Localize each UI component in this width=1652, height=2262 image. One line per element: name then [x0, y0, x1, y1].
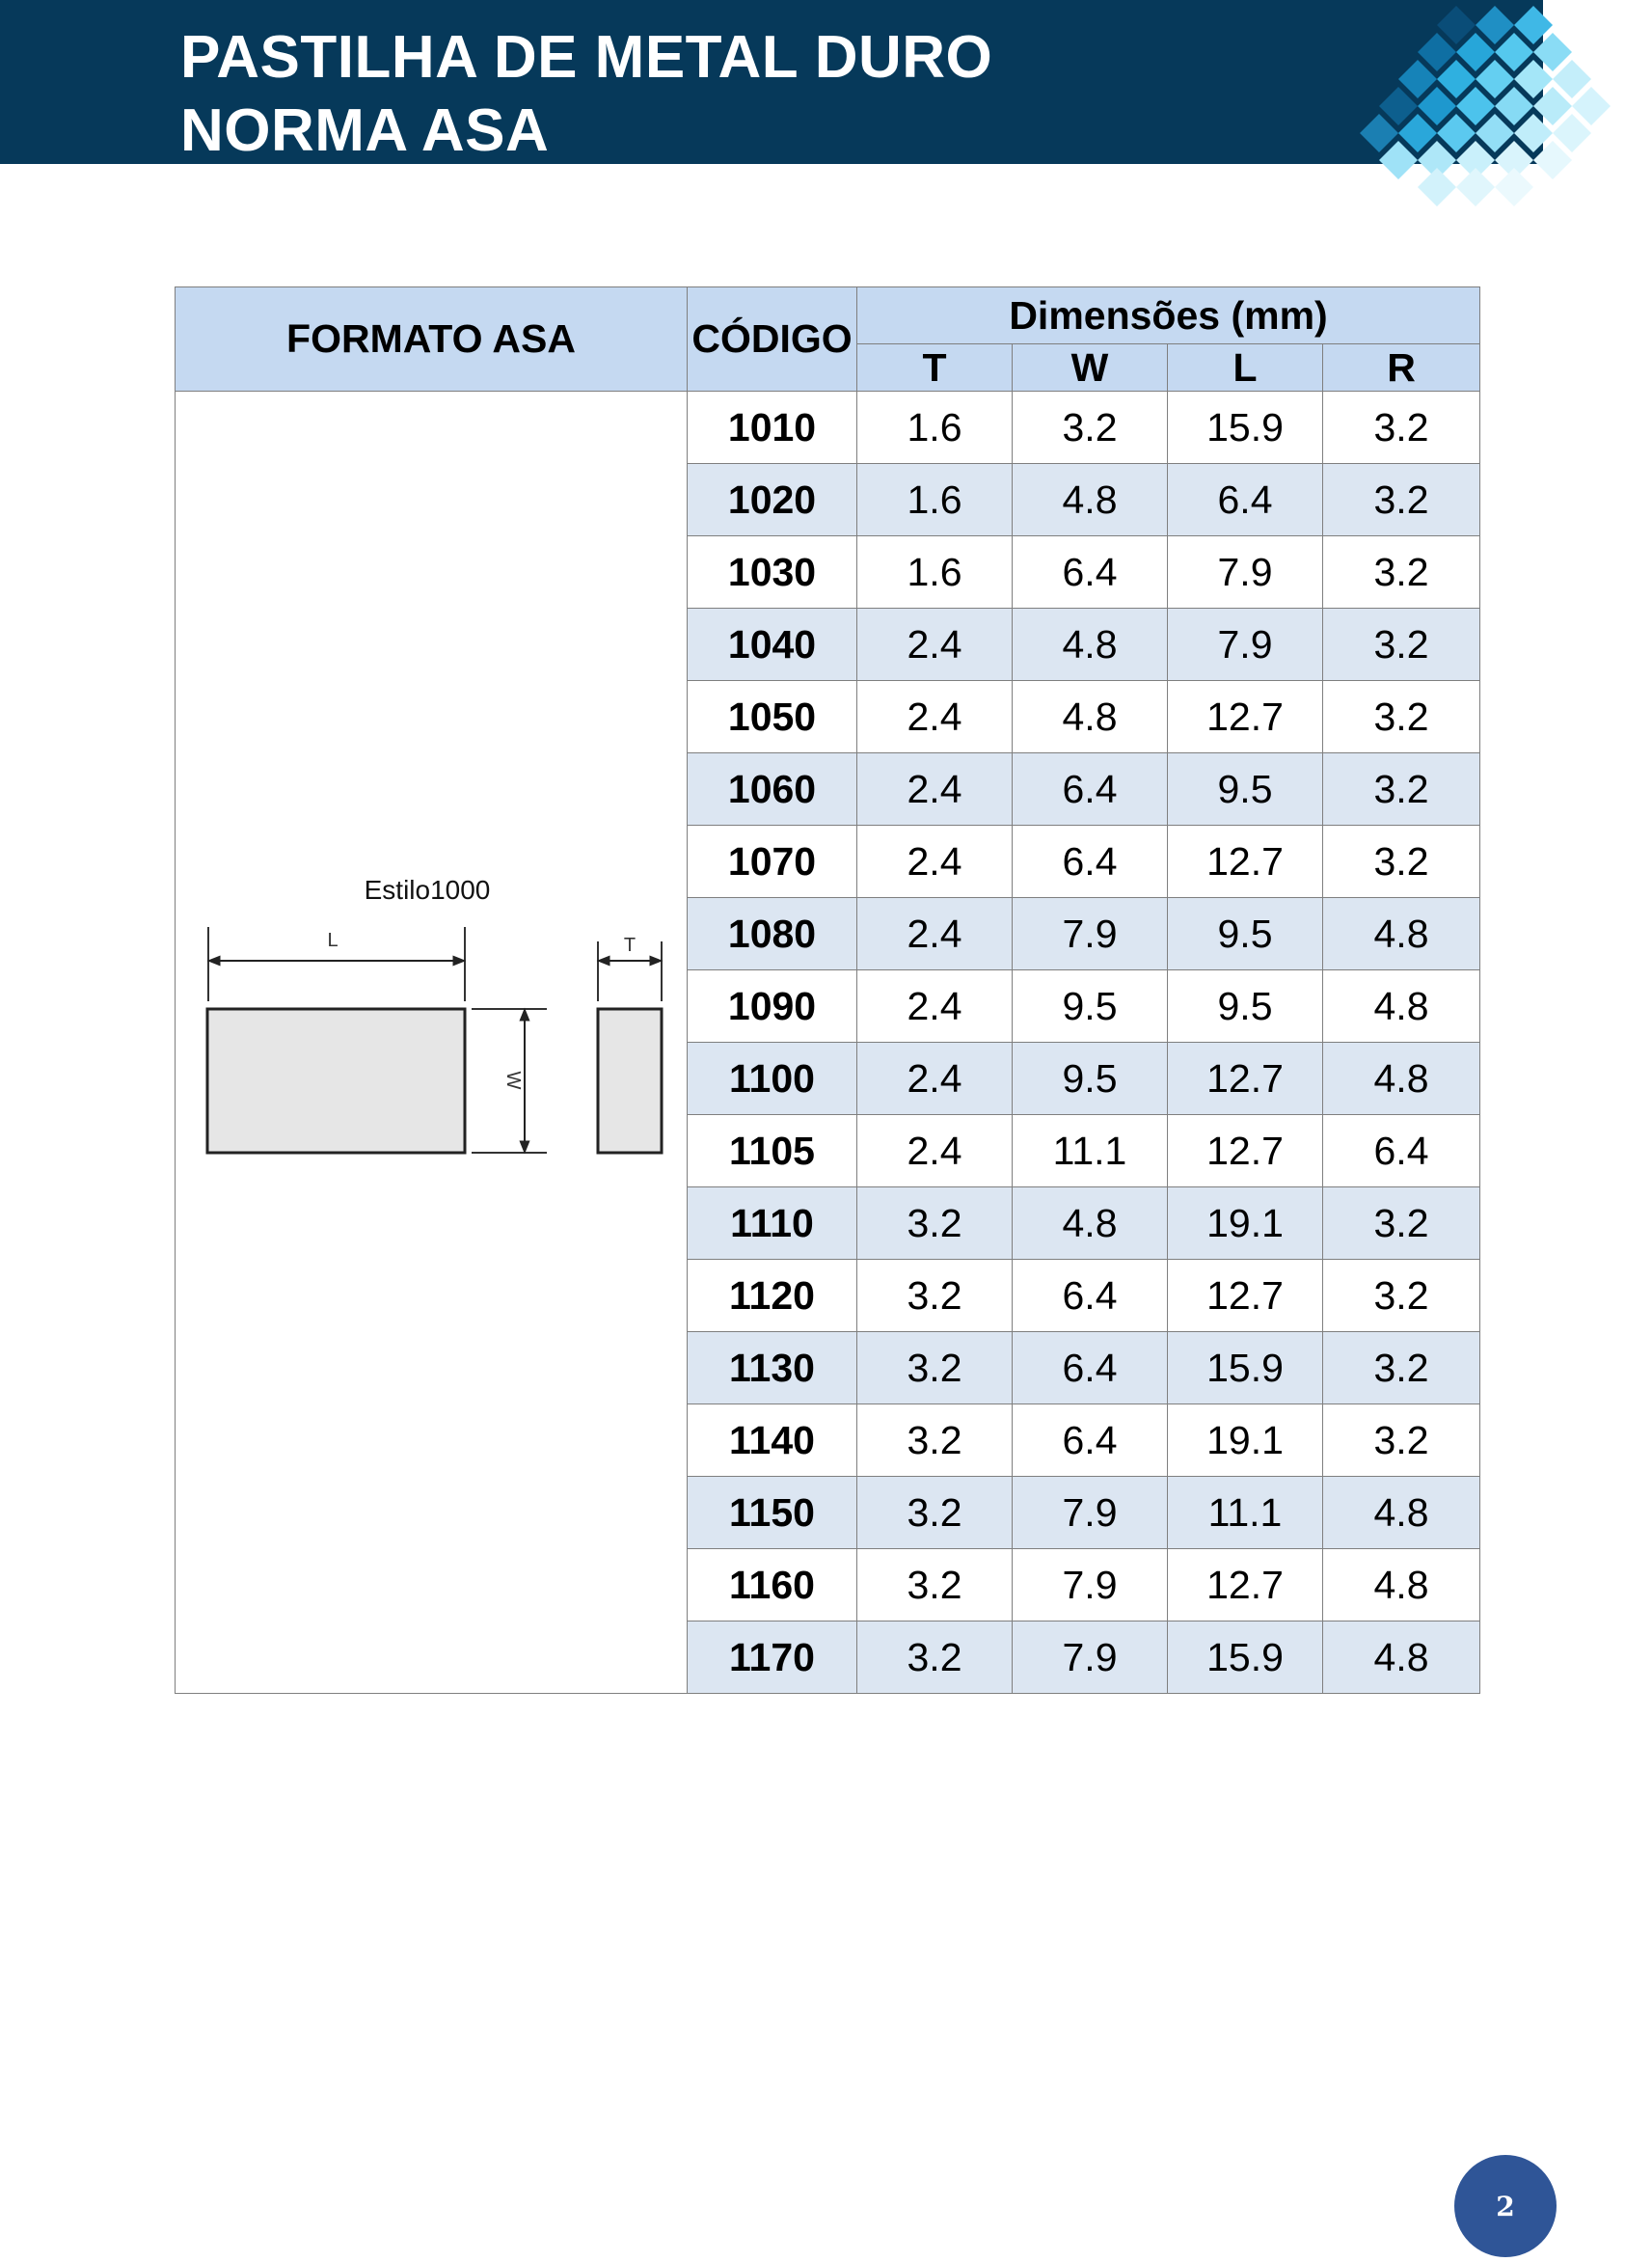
cell-l: 12.7 — [1168, 681, 1323, 753]
cell-l: 15.9 — [1168, 1332, 1323, 1404]
cell-l: 12.7 — [1168, 826, 1323, 898]
cell-r: 3.2 — [1323, 1260, 1480, 1332]
cell-w: 9.5 — [1013, 1043, 1168, 1115]
decoration-diamond — [1418, 168, 1456, 206]
cell-r: 3.2 — [1323, 1332, 1480, 1404]
cell-t: 3.2 — [857, 1187, 1013, 1260]
cell-t: 2.4 — [857, 609, 1013, 681]
cell-codigo: 1050 — [688, 681, 857, 753]
cell-r: 4.8 — [1323, 1622, 1480, 1694]
cell-l: 12.7 — [1168, 1549, 1323, 1622]
diagram-caption: Estilo1000 — [364, 875, 491, 905]
cell-w: 9.5 — [1013, 970, 1168, 1043]
diagram-label-t: T — [623, 935, 636, 956]
cell-l: 7.9 — [1168, 609, 1323, 681]
cell-r: 3.2 — [1323, 681, 1480, 753]
cell-codigo: 1030 — [688, 536, 857, 609]
cell-r: 3.2 — [1323, 464, 1480, 536]
cell-codigo: 1020 — [688, 464, 857, 536]
column-header-r: R — [1323, 344, 1480, 392]
cell-t: 2.4 — [857, 681, 1013, 753]
cell-t: 2.4 — [857, 1043, 1013, 1115]
cell-codigo: 1070 — [688, 826, 857, 898]
cell-r: 3.2 — [1323, 753, 1480, 826]
cell-t: 3.2 — [857, 1549, 1013, 1622]
cell-w: 3.2 — [1013, 392, 1168, 464]
table-row — [176, 392, 1480, 464]
table-header-row — [176, 287, 1480, 344]
cell-t: 3.2 — [857, 1622, 1013, 1694]
cell-t: 2.4 — [857, 1115, 1013, 1187]
cell-w: 6.4 — [1013, 826, 1168, 898]
column-header-formato: FORMATO ASA — [176, 287, 688, 392]
shape-diagram-cell — [176, 392, 688, 1694]
cell-l: 7.9 — [1168, 536, 1323, 609]
cell-w: 4.8 — [1013, 609, 1168, 681]
column-group-dimensoes: Dimensões (mm) — [857, 287, 1480, 344]
cell-r: 4.8 — [1323, 1043, 1480, 1115]
cell-codigo: 1130 — [688, 1332, 857, 1404]
cell-r: 4.8 — [1323, 1477, 1480, 1549]
cell-t: 1.6 — [857, 392, 1013, 464]
cell-r: 3.2 — [1323, 826, 1480, 898]
cell-l: 6.4 — [1168, 464, 1323, 536]
cell-t: 1.6 — [857, 464, 1013, 536]
cell-w: 11.1 — [1013, 1115, 1168, 1187]
cell-codigo: 1150 — [688, 1477, 857, 1549]
cell-r: 4.8 — [1323, 898, 1480, 970]
cell-codigo: 1100 — [688, 1043, 857, 1115]
cell-t: 2.4 — [857, 970, 1013, 1043]
title-line-2: NORMA ASA — [180, 97, 550, 164]
cell-w: 4.8 — [1013, 1187, 1168, 1260]
cell-t: 1.6 — [857, 536, 1013, 609]
cell-t: 2.4 — [857, 898, 1013, 970]
header-decoration — [1350, 0, 1652, 232]
diagram-label-w: W — [502, 1071, 524, 1090]
title-line-1: PASTILHA DE METAL DURO — [180, 24, 993, 91]
cell-w: 6.4 — [1013, 753, 1168, 826]
cell-l: 15.9 — [1168, 392, 1323, 464]
cell-codigo: 1090 — [688, 970, 857, 1043]
insert-diagram — [176, 392, 688, 1698]
cell-w: 4.8 — [1013, 464, 1168, 536]
cell-l: 12.7 — [1168, 1260, 1323, 1332]
cell-codigo: 1060 — [688, 753, 857, 826]
cell-t: 3.2 — [857, 1260, 1013, 1332]
column-header-t: T — [857, 344, 1013, 392]
cell-r: 3.2 — [1323, 536, 1480, 609]
decoration-diamond — [1495, 168, 1533, 206]
cell-t: 2.4 — [857, 826, 1013, 898]
cell-r: 3.2 — [1323, 392, 1480, 464]
cell-codigo: 1010 — [688, 392, 857, 464]
cell-l: 11.1 — [1168, 1477, 1323, 1549]
insert-front-view — [207, 1009, 465, 1153]
page-title — [180, 21, 992, 168]
cell-codigo: 1080 — [688, 898, 857, 970]
cell-l: 15.9 — [1168, 1622, 1323, 1694]
decoration-diamond — [1456, 168, 1495, 206]
cell-w: 6.4 — [1013, 1260, 1168, 1332]
cell-w: 7.9 — [1013, 898, 1168, 970]
dimensions-table — [175, 286, 1480, 1694]
cell-w: 7.9 — [1013, 1622, 1168, 1694]
cell-codigo: 1110 — [688, 1187, 857, 1260]
cell-r: 4.8 — [1323, 1549, 1480, 1622]
cell-w: 7.9 — [1013, 1549, 1168, 1622]
cell-t: 3.2 — [857, 1332, 1013, 1404]
cell-t: 2.4 — [857, 753, 1013, 826]
cell-r: 3.2 — [1323, 1187, 1480, 1260]
column-header-w: W — [1013, 344, 1168, 392]
column-header-l: L — [1168, 344, 1323, 392]
cell-l: 9.5 — [1168, 753, 1323, 826]
cell-r: 3.2 — [1323, 609, 1480, 681]
cell-l: 12.7 — [1168, 1043, 1323, 1115]
cell-codigo: 1140 — [688, 1404, 857, 1477]
cell-t: 3.2 — [857, 1477, 1013, 1549]
page-number-badge: 2 — [1454, 2155, 1557, 2257]
cell-codigo: 1120 — [688, 1260, 857, 1332]
cell-codigo: 1160 — [688, 1549, 857, 1622]
cell-codigo: 1040 — [688, 609, 857, 681]
cell-codigo: 1170 — [688, 1622, 857, 1694]
cell-w: 7.9 — [1013, 1477, 1168, 1549]
cell-l: 19.1 — [1168, 1187, 1323, 1260]
diagram-label-l: L — [327, 930, 339, 951]
insert-side-view — [598, 1009, 662, 1153]
cell-w: 6.4 — [1013, 1332, 1168, 1404]
cell-l: 9.5 — [1168, 898, 1323, 970]
cell-l: 9.5 — [1168, 970, 1323, 1043]
cell-r: 4.8 — [1323, 970, 1480, 1043]
cell-r: 6.4 — [1323, 1115, 1480, 1187]
cell-r: 3.2 — [1323, 1404, 1480, 1477]
cell-w: 6.4 — [1013, 1404, 1168, 1477]
cell-w: 6.4 — [1013, 536, 1168, 609]
cell-w: 4.8 — [1013, 681, 1168, 753]
cell-l: 12.7 — [1168, 1115, 1323, 1187]
cell-l: 19.1 — [1168, 1404, 1323, 1477]
cell-codigo: 1105 — [688, 1115, 857, 1187]
cell-t: 3.2 — [857, 1404, 1013, 1477]
column-header-codigo: CÓDIGO — [688, 287, 857, 392]
